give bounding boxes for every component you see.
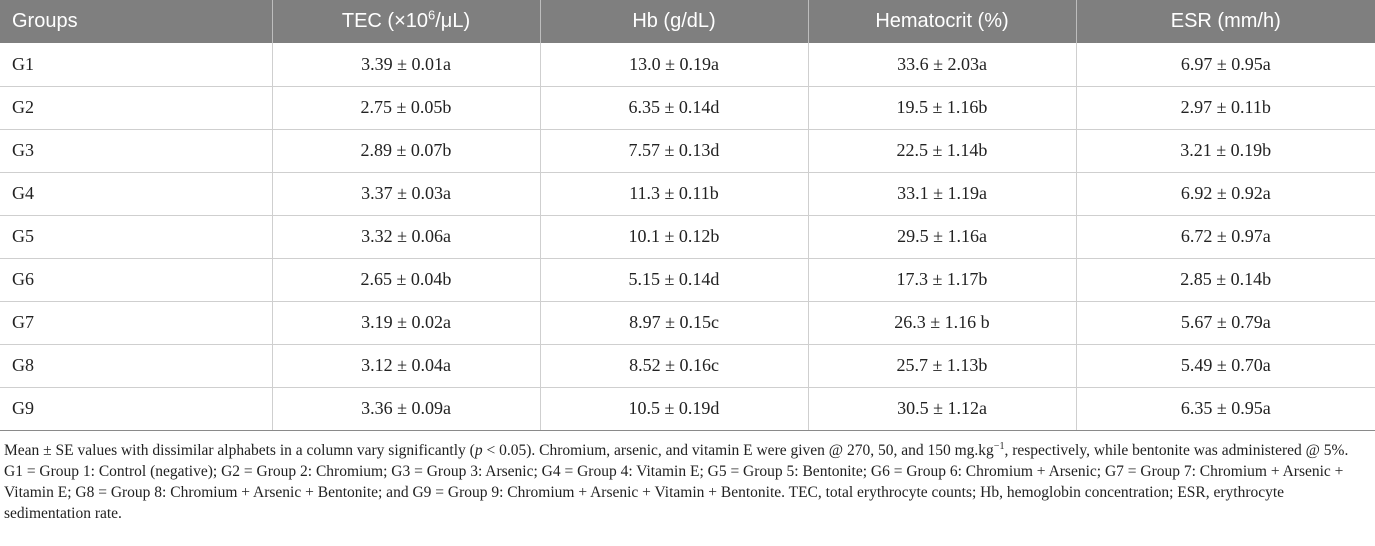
table-row <box>0 172 1375 215</box>
group-cell: G9 <box>0 387 272 430</box>
footnote-part2: < 0.05). Chromium, arsenic, and vitamin E were given @ 270, 50, and 150 mg.kg <box>482 442 994 459</box>
footnote-sup: −1 <box>993 440 1005 452</box>
value-cell: 11.3 ± 0.11b <box>540 172 808 215</box>
value-cell: 2.85 ± 0.14b <box>1076 258 1375 301</box>
value-cell: 6.72 ± 0.97a <box>1076 215 1375 258</box>
value-cell: 19.5 ± 1.16b <box>808 86 1076 129</box>
footnote-part3: , respectively, while bentonite was administered @ 5%. G1 = Group 1: Control (negative); G2 = Group 2: Chromium; G3 = Group 3: Arsenic; G4 = Group 4: Vitamin E; G5 = Group 5: Bentonite; G6 = Group 6: Chromium + Arsenic; G7 = Group 7: Chromium + Arsenic + Vitamin E; G8 = Group 8: Chromium + Arsenic + Bentonite; and G9 = Group 9: Chromium + Arsenic + Vitamin + Bentonite. TEC, total erythrocyte counts; Hb, hemoglobin concentration; ESR, erythrocyte sedimentation rate. <box>4 442 1349 522</box>
value-cell: 6.92 ± 0.92a <box>1076 172 1375 215</box>
value-cell: 3.37 ± 0.03a <box>272 172 540 215</box>
value-cell: 22.5 ± 1.14b <box>808 129 1076 172</box>
table-header-row <box>0 0 1375 43</box>
value-cell: 6.97 ± 0.95a <box>1076 43 1375 86</box>
table-row <box>0 258 1375 301</box>
value-cell: 25.7 ± 1.13b <box>808 344 1076 387</box>
table-row <box>0 301 1375 344</box>
value-cell: 8.97 ± 0.15c <box>540 301 808 344</box>
table-row <box>0 43 1375 86</box>
value-cell: 33.1 ± 1.19a <box>808 172 1076 215</box>
value-cell: 10.5 ± 0.19d <box>540 387 808 430</box>
value-cell: 29.5 ± 1.16a <box>808 215 1076 258</box>
value-cell: 26.3 ± 1.16 b <box>808 301 1076 344</box>
value-cell: 5.49 ± 0.70a <box>1076 344 1375 387</box>
table-row <box>0 387 1375 430</box>
table-footnote <box>4 440 1369 524</box>
group-cell: G1 <box>0 43 272 86</box>
value-cell: 3.32 ± 0.06a <box>272 215 540 258</box>
value-cell: 33.6 ± 2.03a <box>808 43 1076 86</box>
header-tec-text: TEC (×10 <box>341 10 429 32</box>
value-cell: 17.3 ± 1.17b <box>808 258 1076 301</box>
table-row <box>0 86 1375 129</box>
group-cell: G6 <box>0 258 272 301</box>
value-cell: 8.52 ± 0.16c <box>540 344 808 387</box>
header-tec-unit: /μL) <box>435 10 471 32</box>
value-cell: 3.21 ± 0.19b <box>1076 129 1375 172</box>
header-hematocrit: Hematocrit (%) <box>808 0 1076 43</box>
value-cell: 6.35 ± 0.14d <box>540 86 808 129</box>
value-cell: 7.57 ± 0.13d <box>540 129 808 172</box>
value-cell: 2.89 ± 0.07b <box>272 129 540 172</box>
group-cell: G7 <box>0 301 272 344</box>
footnote-part1: Mean ± SE values with dissimilar alphabets in a column vary significantly ( <box>4 442 475 459</box>
header-tec-sup: 6 <box>428 7 436 23</box>
header-hb: Hb (g/dL) <box>540 0 808 43</box>
value-cell: 3.19 ± 0.02a <box>272 301 540 344</box>
group-cell: G8 <box>0 344 272 387</box>
value-cell: 3.39 ± 0.01a <box>272 43 540 86</box>
value-cell: 5.67 ± 0.79a <box>1076 301 1375 344</box>
value-cell: 2.75 ± 0.05b <box>272 86 540 129</box>
value-cell: 2.65 ± 0.04b <box>272 258 540 301</box>
header-groups: Groups <box>0 0 272 43</box>
value-cell: 6.35 ± 0.95a <box>1076 387 1375 430</box>
header-esr: ESR (mm/h) <box>1170 10 1281 32</box>
group-cell: G4 <box>0 172 272 215</box>
footnote-p-symbol: p <box>474 442 483 459</box>
value-cell: 30.5 ± 1.12a <box>808 387 1076 430</box>
value-cell: 3.36 ± 0.09a <box>272 387 540 430</box>
value-cell: 3.12 ± 0.04a <box>272 344 540 387</box>
table-row <box>0 215 1375 258</box>
group-cell: G2 <box>0 86 272 129</box>
table-body <box>0 43 1375 430</box>
header-tec <box>272 0 540 43</box>
value-cell: 10.1 ± 0.12b <box>540 215 808 258</box>
value-cell: 13.0 ± 0.19a <box>540 43 808 86</box>
value-cell: 5.15 ± 0.14d <box>540 258 808 301</box>
table-row <box>0 129 1375 172</box>
value-cell: 2.97 ± 0.11b <box>1076 86 1375 129</box>
group-cell: G5 <box>0 215 272 258</box>
table-row <box>0 344 1375 387</box>
group-cell: G3 <box>0 129 272 172</box>
